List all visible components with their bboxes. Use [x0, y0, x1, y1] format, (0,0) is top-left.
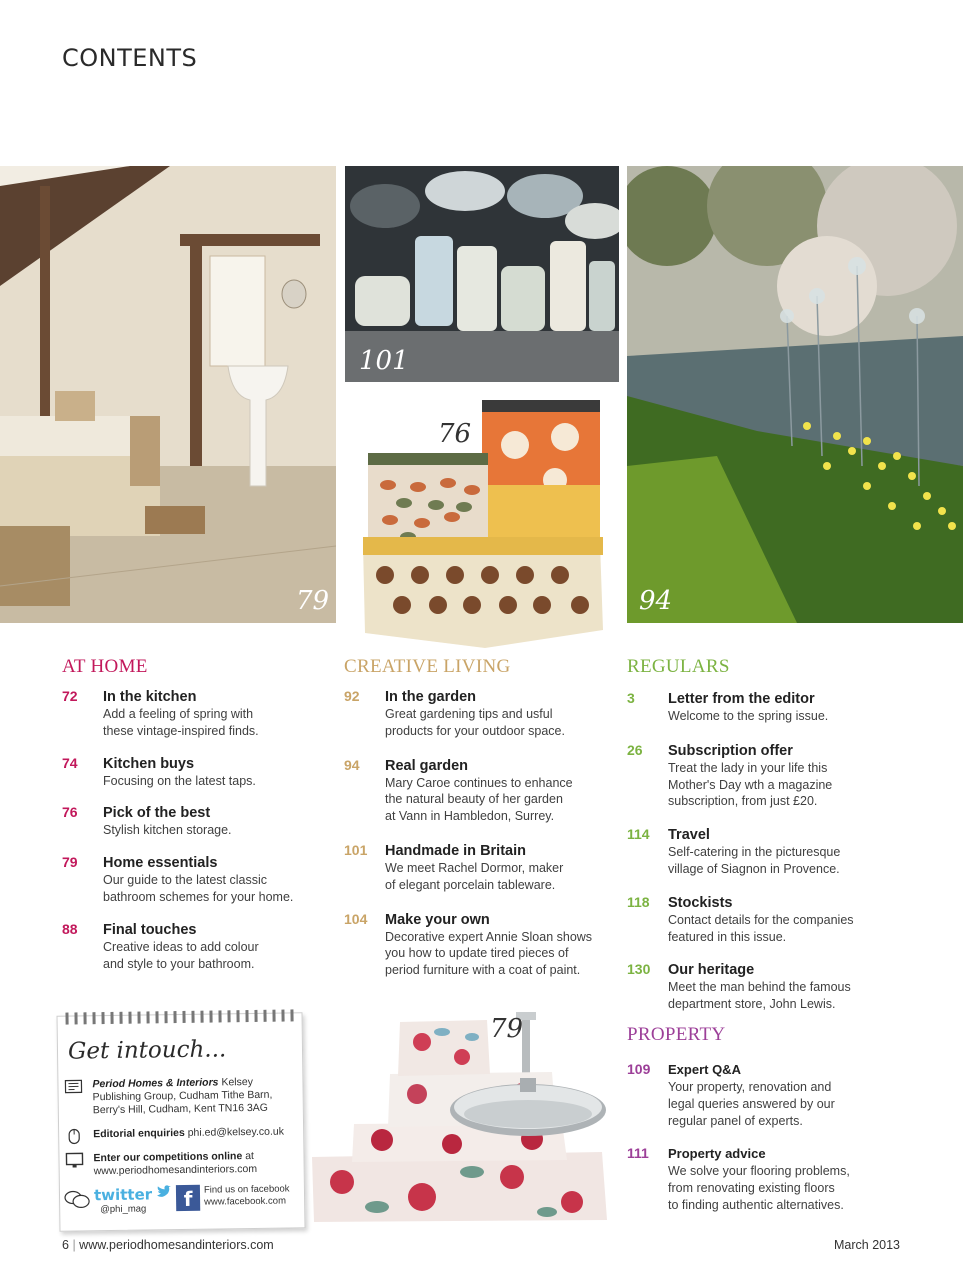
toc-description: Treat the lady in your life this Mother's Day wth a magazine subscription, from just £20. [668, 760, 833, 809]
toc-entry[interactable] [344, 911, 614, 979]
toc-entry[interactable] [344, 842, 614, 894]
competitions-url[interactable]: at www.periodhomesandinteriors.com [93, 1149, 258, 1178]
toc-description: Decorative expert Annie Sloan shows you how to update tired pieces of period furniture with a coat of paint. [385, 929, 593, 978]
property-list [627, 1061, 927, 1227]
speech-bubbles-icon [64, 1188, 90, 1210]
toc-title: Expert Q&A [668, 1062, 741, 1077]
bathroom-photo [0, 166, 336, 623]
editorial-label: Editorial enquiries [93, 1126, 185, 1141]
toc-description: Welcome to the spring issue. [668, 709, 829, 723]
regulars-list [627, 690, 927, 1026]
footer-url[interactable]: www.periodhomesandinteriors.com [79, 1238, 274, 1252]
toc-title: Letter from the editor [668, 691, 815, 707]
shower-towels-photo [312, 1012, 612, 1222]
pottery-photo [345, 166, 619, 382]
monitor-icon [65, 1152, 85, 1168]
toc-page-number: 94 [344, 756, 360, 773]
toc-title: Make your own [385, 911, 490, 928]
competitions-label: Enter our competitions online [93, 1150, 243, 1165]
toc-title: In the garden [385, 689, 477, 705]
toc-entry[interactable] [627, 961, 927, 1013]
editorial-enquiries [65, 1125, 303, 1144]
toc-description: Contact details for the companies featured in this issue. [668, 912, 854, 944]
toc-entry[interactable] [62, 688, 332, 740]
toc-description: Great gardening tips and usful products for your outdoor space. [385, 707, 565, 738]
toc-description: We meet Rachel Dormor, maker of elegant porcelain tableware. [385, 860, 564, 892]
toc-page-number: 79 [62, 854, 78, 871]
twitter-handle[interactable]: @phi_mag [100, 1203, 147, 1216]
toc-page-number: 26 [627, 741, 643, 758]
shower-page-number: 79 [490, 1014, 524, 1044]
toc-page-number: 111 [627, 1145, 649, 1162]
toc-entry[interactable] [62, 921, 332, 973]
get-in-touch-heading: Get intouch... [67, 1036, 227, 1065]
garden-photo [627, 166, 963, 623]
pottery-page-number: 101 [359, 346, 409, 376]
toc-description: Focusing on the latest taps. [103, 773, 256, 788]
toc-page-number: 74 [62, 754, 78, 771]
toc-entry[interactable] [62, 755, 332, 790]
get-in-touch-notepad [57, 1012, 306, 1231]
toc-page-number: 72 [62, 688, 78, 704]
toc-description: Stylish kitchen storage. [103, 823, 232, 838]
storage-tins-page-number: 76 [438, 419, 472, 449]
facebook-text[interactable]: Find us on facebook www.facebook.com [203, 1183, 290, 1208]
toc-description: Our guide to the latest classic bathroom schemes for your home. [103, 873, 294, 904]
toc-title: Travel [668, 827, 710, 844]
at-home-list [62, 688, 332, 985]
toc-description: Creative ideas to add colour and style to your bathroom. [103, 939, 259, 971]
twitter-logo[interactable]: twitter [93, 1185, 153, 1205]
facebook-icon[interactable]: f [176, 1185, 200, 1211]
toc-page-number: 92 [344, 688, 360, 704]
toc-page-number: 76 [62, 804, 78, 821]
storage-tins-photo [360, 395, 610, 650]
toc-description: Mary Caroe continues to enhance the natural beauty of her garden at Vann in Hambledon, Surrey. [385, 775, 573, 824]
toc-entry[interactable] [344, 757, 614, 825]
toc-title: Pick of the best [103, 805, 211, 822]
creative-living-heading: CREATIVE LIVING [344, 656, 511, 677]
toc-page-number: 104 [344, 910, 368, 927]
toc-description: Add a feeling of spring with these vintage-inspired finds. [103, 707, 259, 738]
toc-page-number: 109 [627, 1061, 651, 1077]
toc-description: Meet the man behind the famous department store, John Lewis. [668, 980, 851, 1012]
mouse-icon [65, 1128, 85, 1144]
toc-title: In the kitchen [103, 689, 197, 705]
toc-page-number: 114 [627, 826, 650, 843]
newspaper-icon [64, 1078, 84, 1094]
footer-page-number: 6 [62, 1238, 69, 1252]
toc-title: Stockists [668, 894, 733, 911]
toc-page-number: 118 [627, 893, 650, 910]
toc-description: We solve your flooring problems, from renovating existing floors to finding authentic alternatives. [668, 1164, 850, 1212]
toc-entry[interactable] [627, 690, 927, 725]
toc-page-number: 130 [627, 961, 651, 978]
competitions-info [65, 1149, 303, 1182]
toc-entry[interactable] [344, 688, 614, 740]
toc-entry[interactable] [62, 804, 332, 839]
toc-title: Final touches [103, 921, 197, 938]
toc-page-number: 101 [344, 841, 368, 858]
footer-divider: | [72, 1238, 80, 1252]
toc-page-number: 88 [62, 920, 78, 937]
toc-title: Subscription offer [668, 742, 793, 759]
toc-title: Real garden [385, 757, 468, 774]
notepad-spiral [63, 1007, 295, 1026]
toc-description: Self-catering in the picturesque village of Siagnon in Provence. [668, 845, 841, 876]
toc-entry[interactable] [627, 894, 927, 946]
editorial-email[interactable]: phi.ed@kelsey.co.uk [184, 1125, 285, 1139]
toc-entry[interactable] [627, 826, 927, 878]
footer-left [62, 1238, 274, 1252]
regulars-heading: REGULARS [627, 656, 730, 677]
toc-title: Handmade in Britain [385, 842, 526, 859]
toc-title: Our heritage [668, 962, 755, 979]
property-heading: PROPERTY [627, 1024, 726, 1045]
publisher-info [64, 1075, 303, 1122]
page-title: CONTENTS [62, 44, 198, 73]
toc-description: Your property, renovation and legal queries answered by our regular panel of experts. [668, 1080, 835, 1128]
toc-entry[interactable] [627, 1145, 927, 1213]
toc-title: Home essentials [103, 855, 218, 872]
footer-date: March 2013 [834, 1238, 901, 1252]
publisher-name: Period Homes & Interiors [92, 1076, 219, 1091]
toc-title: Property advice [668, 1146, 766, 1162]
toc-entry[interactable] [627, 742, 927, 810]
toc-page-number: 3 [627, 690, 635, 706]
garden-page-number: 94 [639, 586, 673, 616]
toc-entry[interactable] [627, 1061, 927, 1129]
publisher-address: Kelsey Publishing Group, Cudham Tithe Barn, Berry's Hill, Cudham, Kent TN16 3AG [92, 1075, 273, 1117]
twitter-bird-icon [156, 1185, 172, 1199]
bathroom-page-number: 79 [296, 586, 330, 616]
toc-title: Kitchen buys [103, 755, 195, 772]
toc-entry[interactable] [62, 854, 332, 906]
creative-living-list [344, 688, 614, 992]
at-home-heading: AT HOME [62, 656, 148, 677]
